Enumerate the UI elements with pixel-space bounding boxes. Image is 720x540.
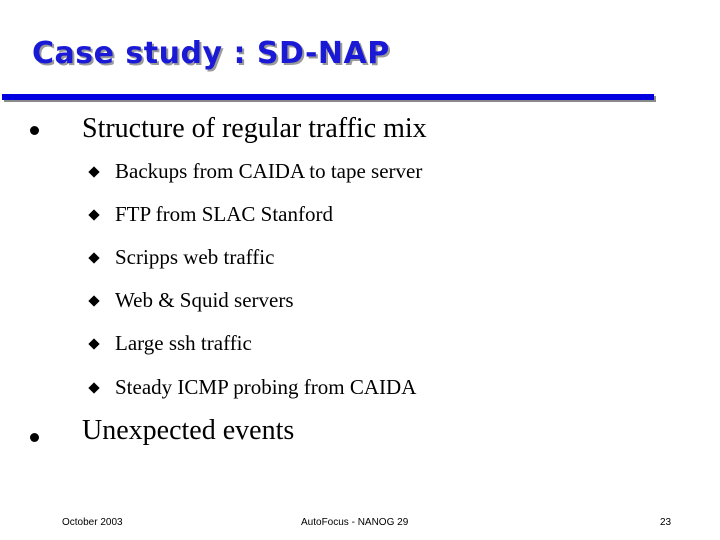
footer-date: October 2003 <box>62 517 123 528</box>
footer-title: AutoFocus - NANOG 29 <box>301 517 409 528</box>
subitem-icmp: Steady ICMP probing from CAIDA <box>115 375 417 399</box>
bullet-dot <box>30 433 39 442</box>
bullet-dot <box>30 126 39 135</box>
subitem-backups: Backups from CAIDA to tape server <box>115 159 423 183</box>
footer-page-number: 23 <box>660 517 672 528</box>
diamond-bullet <box>88 209 99 220</box>
title-underline <box>2 94 654 100</box>
subitem-web-squid: Web & Squid servers <box>115 288 294 312</box>
diamond-bullet <box>88 382 99 393</box>
subitem-ftp: FTP from SLAC Stanford <box>115 202 333 226</box>
subitem-scripps: Scripps web traffic <box>115 245 275 269</box>
diamond-bullet <box>88 295 99 306</box>
diamond-bullet <box>88 166 99 177</box>
bullet-structure: Structure of regular traffic mix <box>82 113 427 144</box>
subitem-ssh: Large ssh traffic <box>115 331 252 355</box>
bullet-unexpected: Unexpected events <box>82 415 295 446</box>
diamond-bullet <box>88 338 99 349</box>
diamond-bullet <box>88 252 99 263</box>
slide-title: Case study : SD-NAP <box>32 36 390 71</box>
